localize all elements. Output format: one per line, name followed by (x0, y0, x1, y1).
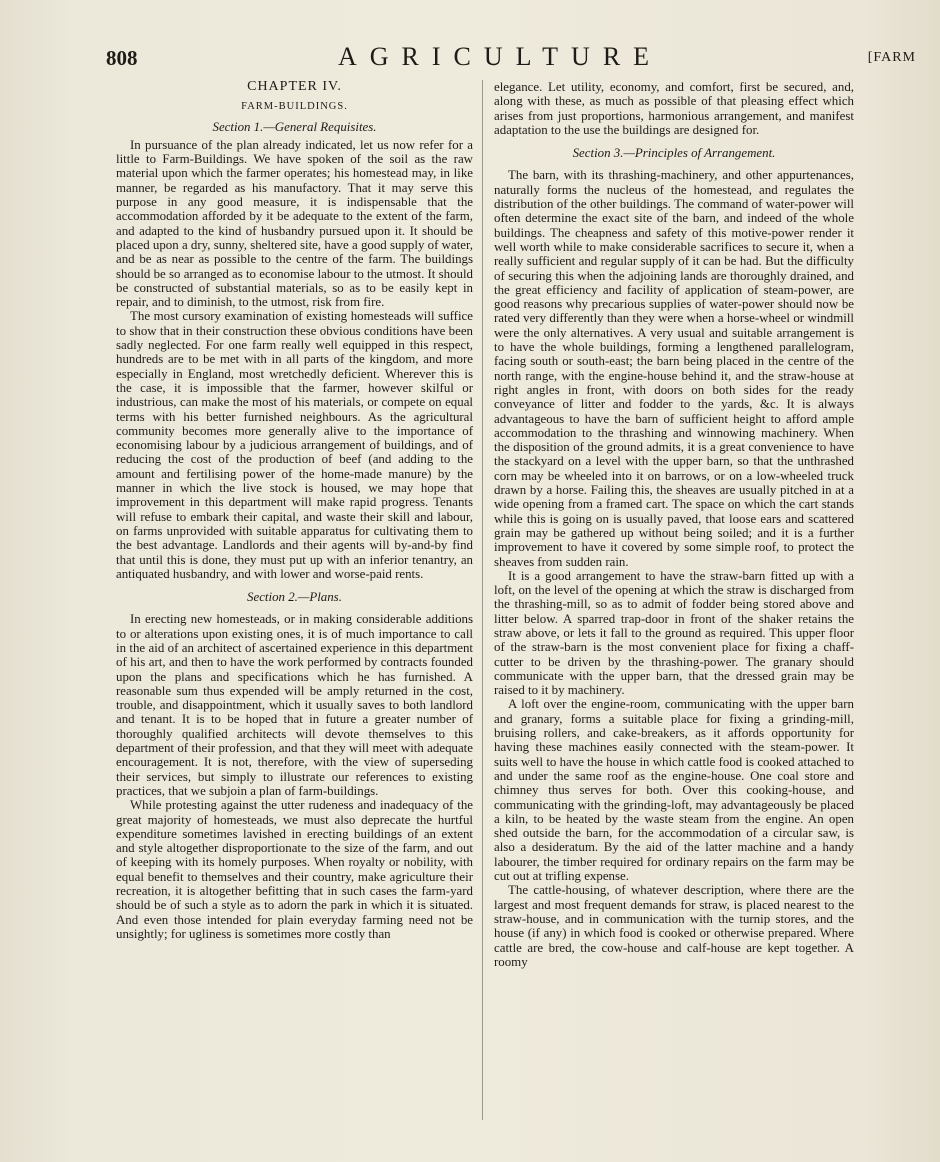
chapter-heading: CHAPTER IV. (247, 79, 342, 94)
running-title: AGRICULTURE (338, 42, 663, 71)
page-number: 808 (106, 46, 138, 70)
right-column (494, 80, 854, 969)
paragraph: A loft over the engine-room, communicating with the upper barn and granary, forms a suitable place for fixing a grinding-mill, bruising rollers, and cake-breakers, as it affords opportunity for having these machines easily connected with the steam-power. It suits well to have the house in which cattle food is cooked attached to and under the same roof as the engine-house. One coal store and chimney thus serves for both. Over this cooking-house, and communicating with the grinding-loft, may advantageously be placed a kiln, to be heated by the waste steam from the engine. An open shed outside the barn, for the accommodation of a circular saw, is also a desideratum. By the aid of the latter machine and a handy labourer, the timber required for ordinary repairs on the farm may be cut out at trifling expense. (494, 697, 854, 884)
paragraph: The barn, with its thrashing-machinery, and other appurtenances, naturally forms the nucleus of the homestead, and regulates the distribution of the other buildings. The command of water-power will often determine the exact site of the barn, and indeed of the whole buildings. The cheapness and safety of this motive-power render it well worth while to make considerable sacrifices to secure it, when a really sufficient and regular supply of it can be had. But the difficulty of securing this when the adjoining lands are thoroughly drained, and the great efficiency and facility of application of steam-power, are good reasons why precarious supplies of water-power should now be rated very differently than they were when a horse-wheel or windmill were the only alternatives. A very usual and suitable arrangement is to have the whole buildings, forming a lengthened parallelogram, facing south or south-east; the barn being placed in the centre of the north range, with the engine-house behind it, and the straw-house at right angles in front, with doors on both sides for the ready conveyance of litter and fodder to the yards, &c. It is always advantageous to have the barn of sufficient height to afford ample accommodation to the thrashing and winnowing machinery. When the disposition of the ground admits, it is a great convenience to have the stackyard on a level with the upper barn, so that the unthrashed corn may be wheeled into it on barrows, or on a low-wheeled truck drawn by a horse. Failing this, the sheaves are usually pitched in at a wide opening from a framed cart. The space on which the cart stands while this is going on is usually paved, that loose ears and scattered grain may be gathered up without being soiled; and it is a further improvement to have it covered by some simple roof, to protect the sheaves from sudden rain. (494, 168, 854, 569)
paragraph: In pursuance of the plan already indicated, let us now refer for a little to Farm-Buildings. We have spoken of the soil as the raw material upon which the farmer operates; his homestead may, in like manner, be regarded as his manufactory. That it may serve this purpose in any good measure, it is indispensable that the accommodation afforded by it be adequate to the extent of the farm, and adapted to the kind of husbandry pursued upon it. It should be placed upon a dry, sunny, sheltered site, have a good supply of water, and be as near as possible to the centre of the farm. The buildings should be so arranged as to economise labour to the utmost. It should be constructed of substantial materials, so as to be easily kept in repair, and to diminish, to the utmost, risk from fire. (116, 137, 473, 310)
left-column (116, 80, 473, 941)
running-section-tag: [FARM (867, 50, 916, 65)
paragraph: elegance. Let utility, economy, and comfort, first be secured, and, along with these, as much as possible of that pleasing effect which arises from just proportions, harmonious arrangement, and manifest adaptation to the use the buildings are designed for. (494, 80, 854, 137)
paragraph: In erecting new homesteads, or in making considerable additions to or alterations upon existing ones, it is of much importance to call in the aid of an architect of ascertained experience in this department of his art, and then to have the work performed by contracts founded upon the plans and specifications which he has furnished. A reasonable sum thus expended will be amply returned in the cost, trouble, and disappointment, which it usually saves to both landlord and tenant. It is to be hoped that in future a greater number of thoroughly qualified architects will devote themselves to this department of their profession, and that they will meet with adequate encouragement. It is not, therefore, with the view of superseding their services, but simply to illustrate our references to existing practices, that we subjoin a plan of farm-buildings. (116, 612, 473, 798)
running-head (106, 38, 916, 78)
paragraph: The cattle-housing, of whatever description, where there are the largest and most frequent demands for straw, is placed nearest to the straw-house, and in communication with the turnip stores, and the house (if any) in which food is cooked or otherwise prepared. Where cattle are bred, the cow-house and calf-house are kept together. A roomy (494, 883, 854, 969)
section-3-heading: Section 3.—Principles of Arrangement. (572, 146, 776, 161)
section-2-heading: Section 2.—Plans. (247, 590, 342, 605)
chapter-subject: FARM-BUILDINGS. (241, 101, 348, 113)
section-1-heading: Section 1.—General Requisites. (212, 119, 377, 134)
paragraph: While protesting against the utter rudeness and inadequacy of the great majority of homesteads, we must also deprecate the hurtful expenditure sometimes lavished in erecting buildings of an extent and style altogether disproportionate to the size of the farm, and out of keeping with its homely purposes. When royalty or nobility, with equal benefit to themselves and their country, make agriculture their recreation, it is altogether befitting that in such cases the farm-yard should be of such a style as to adorn the park in which it is situated. And even those intended for plain everyday farming need not be unsightly; for ugliness is sometimes more costly than (116, 798, 473, 941)
column-divider (482, 80, 483, 1120)
paragraph: The most cursory examination of existing homesteads will suffice to show that in their construction these obvious conditions have been sadly neglected. For one farm really well equipped in this respect, hundreds are to be met with in all parts of the kingdom, and more especially in England, most wretchedly deficient. Wherever this is the case, it is impossible that the farmer, however skilful or industrious, can make the most of his materials, or compete on equal terms with his better furnished neighbours. As the agricultural community becomes more generally alive to the importance of economising labour by a judicious arrangement of buildings, and of reducing the cost of the production of beef (and adding to the amount and fertilising power of the home-made manure) by the manner in which the live stock is housed, we may hope that improvement in this department will make rapid progress. Tenants will refuse to embark their capital, and waste their skill and labour, on farms unprovided with suitable apparatus for cultivating them to the best advantage. Landlords and their agents will by-and-by find that until this is done, they must put up with an inferior tenantry, an antiquated husbandry, and with lower and worse-paid rents. (116, 309, 473, 581)
paragraph: It is a good arrangement to have the straw-barn fitted up with a loft, on the level of the opening at which the straw is discharged from the thrashing-mill, so as to admit of fodder being stored above and litter below. A sparred trap-door in front of the shaker retains the straw above, or lets it fall to the ground as required. This upper floor of the straw-barn is the most convenient place for fixing a chaff-cutter to be driven by the thrashing-power. The granary should communicate with the upper barn, that the dressed grain may be raised to it by machinery. (494, 568, 854, 698)
